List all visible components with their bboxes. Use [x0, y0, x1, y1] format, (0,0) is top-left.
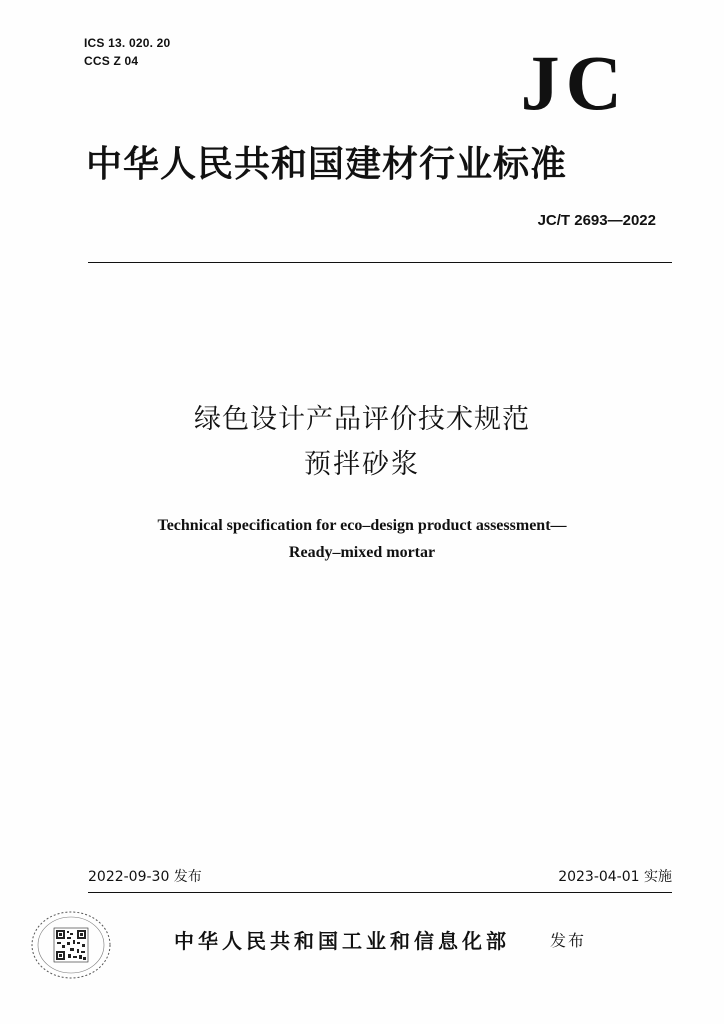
jc-logo: JC — [520, 39, 628, 126]
issuing-label: 发布 — [550, 931, 587, 950]
standard-number: JC/T 2693—2022 — [537, 212, 656, 229]
top-divider — [88, 262, 672, 263]
issuing-authority: 中华人民共和国工业和信息化部 — [174, 929, 510, 953]
chinese-title-line-1: 绿色设计产品评价技术规范 — [194, 404, 530, 435]
ics-code: ICS 13. 020. 20 — [84, 36, 171, 50]
english-title-line-1: Technical specification for eco–design product assessment— — [157, 517, 567, 534]
industry-standard-title: 中华人民共和国建材行业标准 — [86, 143, 568, 185]
implementation-date: 2023-04-01 实施 — [558, 869, 672, 885]
qr-code-seal-icon — [30, 910, 112, 980]
issue-date: 2022-09-30 发布 — [88, 869, 202, 885]
chinese-title-line-2: 预拌砂浆 — [304, 449, 420, 480]
english-title-line-2: Ready–mixed mortar — [288, 544, 436, 561]
bottom-divider — [88, 892, 672, 893]
ccs-code: CCS Z 04 — [84, 54, 139, 68]
